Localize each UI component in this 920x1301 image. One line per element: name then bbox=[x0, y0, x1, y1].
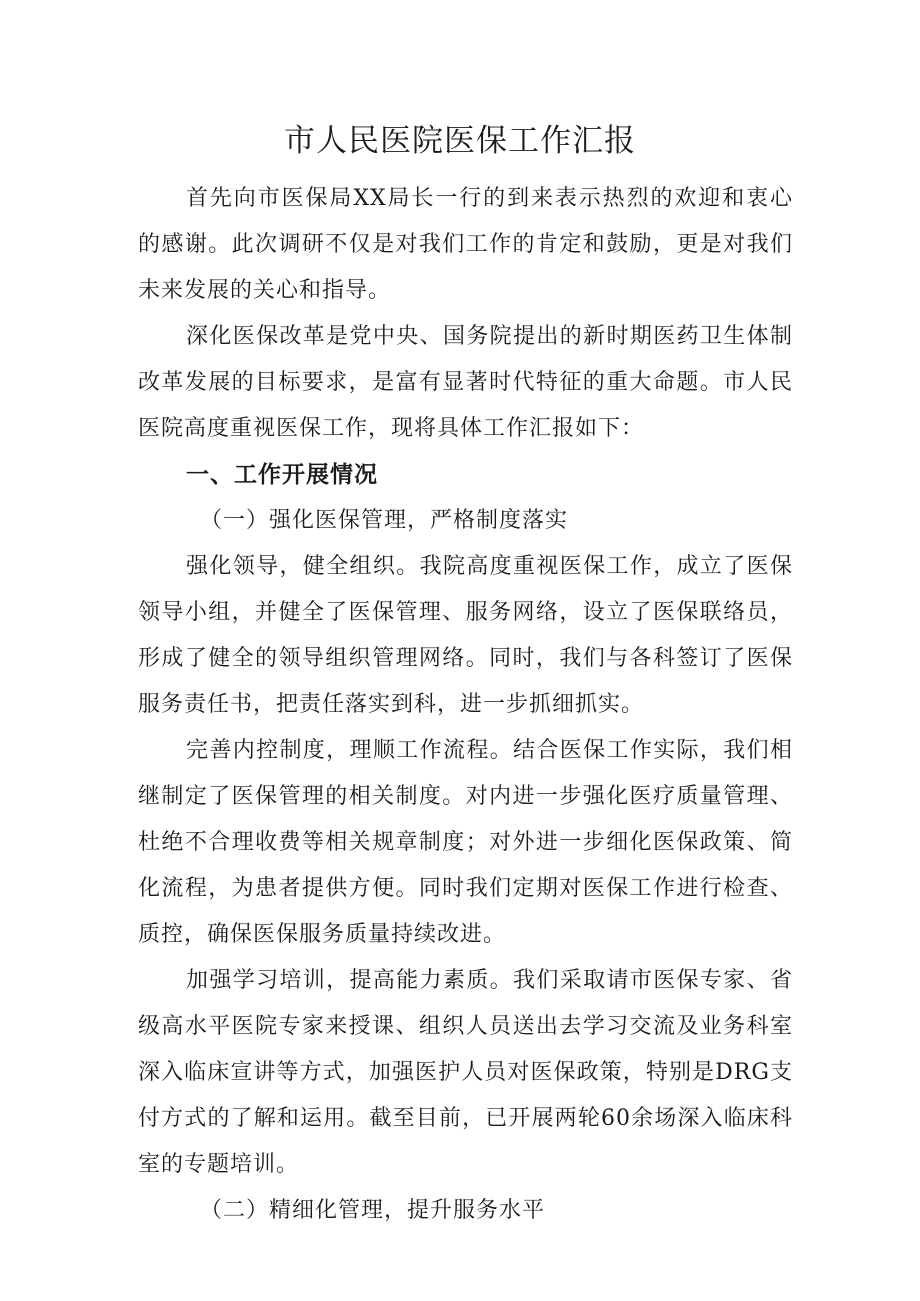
paragraph-internal-control: 完善内控制度，理顺工作流程。结合医保工作实际，我们相继制定了医保管理的相关制度。对内进一步强化医疗质量管理、杜绝不合理收费等相关规章制度；对外进一步细化医保政策、简化流程，为患者提供方便。同时我们定期对医保工作进行检查、质控，确保医保服务质量持续改进。 bbox=[138, 738, 793, 947]
document-body bbox=[138, 176, 793, 1234]
section-heading-work-status: 一、工作开展情况 bbox=[186, 462, 378, 488]
document-title: 市人民医院医保工作汇报 bbox=[284, 123, 636, 159]
intro-paragraph-reform: 深化医保改革是党中央、国务院提出的新时期医药卫生体制改革发展的目标要求，是富有显著时代特征的重大命题。市人民医院高度重视医保工作，现将具体工作汇报如下： bbox=[138, 324, 793, 441]
intro-paragraph-welcome: 首先向市医保局XX局长一行的到来表示热烈的欢迎和衷心的感谢。此次调研不仅是对我们工作的肯定和鼓励，更是对我们未来发展的关心和指导。 bbox=[138, 186, 793, 303]
paragraph-leadership: 强化领导，健全组织。我院高度重视医保工作，成立了医保领导小组，并健全了医保管理、服务网络，设立了医保联络员，形成了健全的领导组织管理网络。同时，我们与各科签订了医保服务责任书，把责任落实到科，进一步抓细抓实。 bbox=[138, 554, 793, 717]
subsection-heading-refined-management: （二）精细化管理，提升服务水平 bbox=[200, 1198, 546, 1223]
subsection-heading-management: （一）强化医保管理，严格制度落实 bbox=[200, 508, 569, 533]
paragraph-training: 加强学习培训，提高能力素质。我们采取请市医保专家、省级高水平医院专家来授课、组织人员送出去学习交流及业务科室深入临床宣讲等方式，加强医护人员对医保政策，特别是DRG支付方式的了解和运用。截至目前，已开展两轮60余场深入临床科室的专题培训。 bbox=[138, 968, 793, 1177]
